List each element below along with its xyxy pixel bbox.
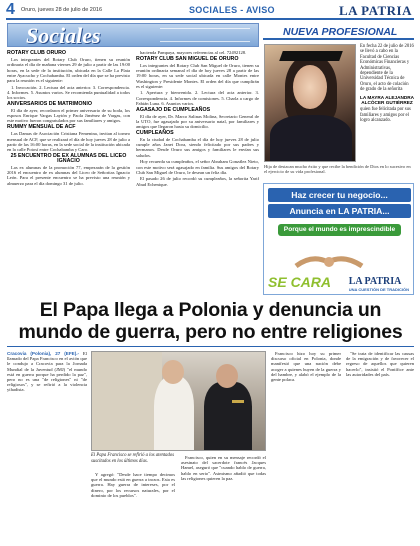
item-text: 1. Invocación. 2. Lectura del acta anterior. 3. Correspondencia. 4. Informes. 5. Asuntos varios. Se recomienda puntualidad a todos los socios. — [7, 84, 130, 101]
ad-sale-text: SE CARA — [268, 274, 332, 290]
nueva-profesional-text — [360, 44, 414, 124]
item-heading: 25 ENCUENTRO DE EX ALUMNAS DEL LICEO IGNACIO — [10, 152, 127, 164]
main-headline: El Papa llega a Polonia y denuncia un mundo de guerra, pero no entre religiones — [18, 299, 403, 343]
sociales-column-1 — [7, 50, 130, 294]
handshake-icon — [294, 248, 364, 274]
item-heading: RUMMY MENSUAL DE ACF — [7, 124, 76, 131]
item-heading: CUMPLEAÑOS — [136, 129, 174, 136]
item-text: Las ex alumnas de la promoción 77, empezarán de la gestión 2016 el encuentro de ex alumnas del Liceo de Señoritas Ignacio León. Para el presente encuentro se ha previsto una reunión y almuerzo para el día domingo 31 de julio. — [7, 165, 130, 186]
sociales-column-2 — [136, 50, 259, 294]
item-text: 1. Apertura y bienvenida. 2. Lectura del acta anterior. 3. Correspondencia. 4. Informes de comisiones. 5. Charla a cargo de Fabián Luna. 6. Asuntos varios. — [136, 90, 259, 106]
article-dateline: Cracovia (Polonia), 27 (EFE).- — [7, 351, 80, 356]
header-rule — [6, 18, 414, 20]
item-heading: ROTARY CLUB ORURO — [7, 50, 67, 56]
article-text: "Se trata de identificar las causas de la emigración y de favorecer el regreso de aquellos que quieren hacerlo", insistió el Pontífice ante las autoridades del país. — [346, 351, 414, 377]
article-text: Y agregó: "Desde hace tiempo decimos que el mundo está en guerra a trozos. Esta es guerra. Hay guerra de intereses, por el dinero, por los recursos naturales, por el dominio de los pueblos". — [91, 472, 175, 498]
ad-logo-text: LA PATRIA — [348, 276, 402, 287]
article-column-2 — [91, 472, 175, 542]
item-heading: ROTARY CLUB SAN MIGUEL DE ORURO — [136, 55, 239, 62]
dateline: Oruro, jueves 28 de julio de 2016 — [21, 7, 103, 13]
advertisement[interactable] — [263, 183, 414, 295]
page-number: 4 — [6, 1, 15, 18]
page-header — [0, 0, 420, 22]
item-text: Los integrantes del Rotary Club Oruro, tienen su reunión ordinaria el día de mañana viernes 29 de julio a partir de las 19:00 horas, en la sede de la institución, ubicada en la Calle La Plata entre Ayacucho y Cochabamba. El orden del día que se ha previsto para la reunión es el siguiente: — [7, 57, 130, 84]
item-text: En la ciudad de Cochabamba el día de hoy jueves 28 de julio cumple años Janet Dora, siendo felicitado por sus padres y hermanos. Desde Oruro sus amigos y familiares le envían sus saludos. — [136, 137, 259, 158]
graduate-photo — [264, 44, 356, 162]
ad-slogan: Porque el mundo es imprescindible — [278, 224, 401, 236]
nueva-profesional-title: NUEVA PROFESIONAL — [263, 23, 414, 40]
item-text: Hoy recuerda su cumpleaños, el señor Abraham González Nieto, con este motivo será agasajado en familia. Sus amigos del Rotary Club San Miguel de Oruro, le desean un feliz día. — [136, 159, 259, 175]
item-text: El día de ayer, Dr. Marco Salinas Molina, Secretario General de la UTO, fue agasajado por su aniversario natal, por familiares y amigos que llegaron hasta su domicilio. — [136, 113, 259, 130]
article-column-5 — [346, 351, 414, 541]
np-text-bottom: quien fue felicitada por sus familiares y amigos por el logro alcanzado. — [360, 107, 411, 124]
pope-photo — [91, 351, 266, 451]
item-text: El día de ayer, recordaron el primer aniversario de su boda, los esposos Enrique Vargas Laytón y Paola Jiménez de Vargas, con este motivo fueron congratulados por sus familiares y amigos. — [7, 108, 130, 124]
article-text: Francisco, quien en su mensaje recordó el asesinato del sacerdote francés Jacques Hamel, aseguró que "cuando hablo de guerra, hablo en serio". Asimismo añadió que todas las religiones quieren la paz. — [181, 455, 266, 481]
photo-caption: El Papa Francisco se refirió a los atentados suscitados en los últimos días. — [91, 453, 175, 464]
item-text: Las Damas de Asociación Cristiana Femenina, invitan al torneo mensual de ACF, que se realizará el día de hoy jueves 28 de julio a partir de las 16:00 horas, en la sede social de la institución ubicada en la calle Potosí entre Cochabamba y Caro. — [7, 131, 130, 152]
np-text-top: En fecha 22 de julio de 2016 se llevó a cabo en la Facultad de Ciencias Económicas Financieras y Administrativas, dependiente de la Universidad Técnica de Oruro, el acto de colación de grado de la señorita — [360, 44, 414, 93]
item-heading: AGASAJO DE CUMPLEAÑOS — [136, 106, 211, 113]
article-text: Francisco hizo hoy su primer discurso oficial en Polonia, donde manifestó que una nación debe acoger a quienes huyen de la guerra y del hambre, y alabó el ejemplo de la gente polaca. — [271, 351, 341, 383]
newspaper-name: LA PATRIA — [339, 3, 412, 18]
item-text: hacienda Pampaya, mayores referencias al cel. 72492128. — [140, 50, 247, 55]
ad-line-2: Anuncia en LA PATRIA... — [268, 204, 411, 218]
ad-logo — [349, 276, 409, 292]
article-column-4 — [271, 351, 341, 541]
item-text: Los integrantes del Rotary Club San Miguel de Oruro, tienen su reunión ordinaria semanal el día de hoy jueves 28 a partir de las 19:00 horas, en su sede social ubicada en calle Montes entre Washington y Presidente Montes. El orden del día que cumplirán es el siguiente: — [136, 62, 259, 89]
banner-ornament — [160, 28, 250, 42]
section-title: SOCIALES - AVISO — [189, 5, 275, 15]
article-text: El llamado del Papa Francisco en el avión que le condujo a Cracovia para la Jornada Mundial de la Juventud (JMJ) "el mundo está en guerra porque ha perdido la paz", pero no es una "de religiones" ni "de religiosos", y se refirió a la violencia yihadista. — [7, 351, 87, 393]
item-text: El pasado 26 de julio recordó su cumpleaños, la señorita Yarif Abud Echenique. — [136, 176, 259, 187]
sociales-title: Sociales — [26, 23, 101, 48]
item-heading: ANIVERSARIOS DE MATRIMONIO — [7, 100, 92, 107]
article-column-1 — [7, 351, 87, 541]
np-caption: Hija de destacan mucho éxito y que recibe la bendición de Dios en lo sucesivo en el ejercicio de su vida profesional. — [264, 164, 411, 175]
ad-logo-sub: UNA CUESTIÓN DE TRADICIÓN — [348, 287, 409, 292]
headline-rule — [7, 346, 414, 347]
ad-line-1: Haz crecer tu negocio... — [268, 188, 411, 202]
graduate-name: LA MAYRA ALEJANDRA ALCÓCER GUTIÉRREZ — [360, 94, 414, 106]
sociales-banner — [7, 23, 259, 47]
article-column-3 — [181, 455, 266, 542]
